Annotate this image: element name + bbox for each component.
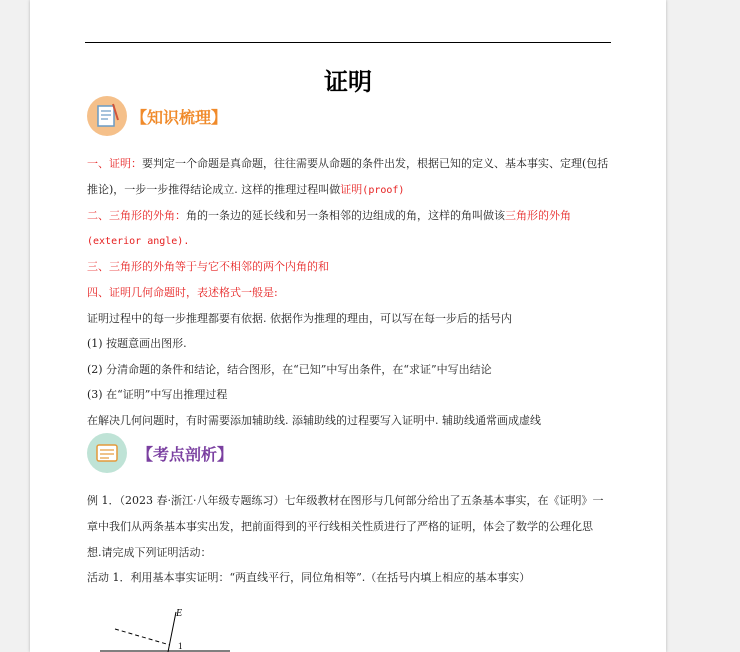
para-exterior-line2: (exterior angle). [87, 236, 190, 247]
term-proof: 证明 [340, 183, 363, 196]
para-aux-lines: 在解决几何问题时，有时需要添加辅助线. 添辅助线的过程要写入证明中. 辅助线通常画成虚线 [87, 414, 541, 427]
example-line4: 活动 1．利用基本事实证明：“两直线平行，同位角相等”.（在括号内填上相应的基本事实） [87, 571, 531, 584]
header-rule [85, 42, 611, 43]
para-step-2: (2) 分清命题的条件和结论，结合图形，在“已知”中写出条件，在“求证”中写出结论 [87, 363, 492, 376]
geometry-figure [90, 596, 230, 652]
figure-dashed-line [115, 629, 170, 645]
para-proof-line1 [87, 157, 612, 170]
section-knowledge-label: 【知识梳理】 [131, 107, 228, 127]
example-line2: 章中我们从两条基本事实出发，把前面得到的平行线相关性质进行了严格的证明，体会了数学的公理化思 [87, 520, 593, 533]
figure-line-transversal [168, 612, 176, 652]
section-analysis-label: 【考点剖析】 [137, 444, 234, 464]
para-proof-line2-text: 推论)，一步一步推得结论成立. 这样的推理过程叫做 [87, 183, 341, 196]
knowledge-icon [87, 96, 127, 136]
term-proof-en: (proof) [362, 185, 405, 196]
para-steps-intro: 证明过程中的每一步推理都要有依据. 依据作为推理的理由，可以写在每一步后的括号内 [87, 312, 512, 325]
figure-label-e: E [176, 608, 183, 619]
document-page [30, 0, 666, 652]
section-knowledge-header [87, 96, 227, 136]
para-format: 四、证明几何命题时，表述格式一般是: [87, 286, 278, 299]
para-proof-line2 [87, 183, 612, 197]
para-exterior-line1 [87, 209, 612, 222]
term-exterior-angle: 三角形的外角 [505, 209, 571, 222]
page-title: 证明 [324, 67, 372, 96]
para-step-3: (3) 在“证明”中写出推理过程 [87, 388, 228, 401]
para-exterior-head: 二、三角形的外角： [87, 209, 186, 222]
section-analysis-header [87, 433, 233, 473]
figure-label-1: 1 [178, 641, 183, 651]
para-proof-head: 一、证明： [87, 157, 142, 170]
para-exterior-body: 角的一条边的延长线和另一条相邻的边组成的角，这样的角叫做该 [186, 209, 505, 222]
para-step-1: (1) 按题意画出图形. [87, 337, 187, 350]
para-theorem: 三、三角形的外角等于与它不相邻的两个内角的和 [87, 260, 329, 273]
example-line1: 例 1．（2023 春·浙江·八年级专题练习）七年级教材在图形与几何部分给出了五条基本事实，在《证明》一 [87, 494, 604, 507]
example-line3: 想.请完成下列证明活动： [87, 546, 212, 559]
analysis-icon [87, 433, 127, 473]
para-proof-body: 要判定一个命题是真命题，往往需要从命题的条件出发，根据已知的定义、基本事实、定理(包括 [142, 157, 609, 170]
